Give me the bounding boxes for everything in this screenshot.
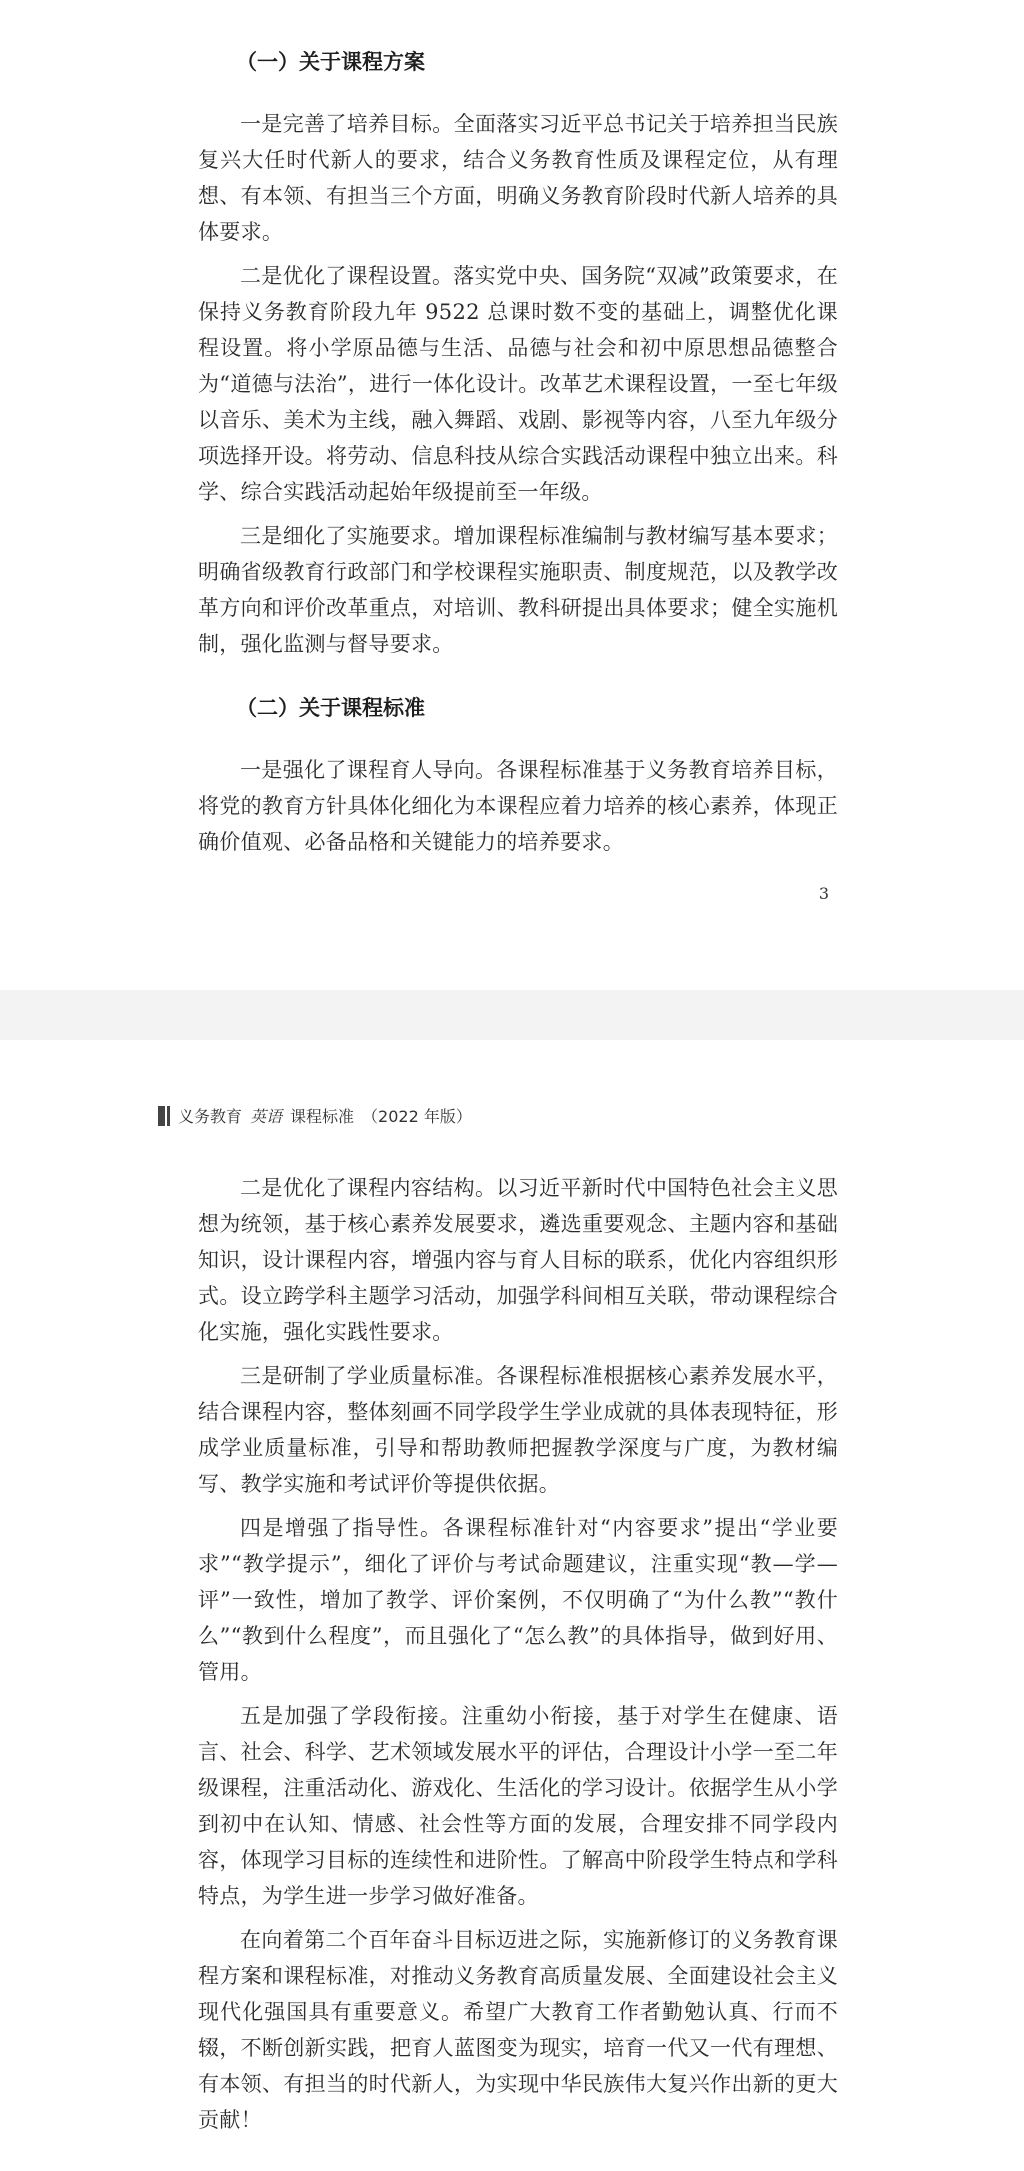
paragraph: 三是研制了学业质量标准。各课程标准根据核心素养发展水平，结合课程内容，整体刻画不同学段学生学业成就的具体表现特征，形成学业质量标准，引导和帮助教师把握教学深度与广度，为教材编写、教学实施和考试评价等提供依据。 [198, 1364, 838, 1496]
section-heading-curriculum-plan: （一）关于课程方案 [236, 50, 425, 74]
paragraph: 一是强化了课程育人导向。各课程标准基于义务教育培养目标，将党的教育方针具体化细化为本课程应着力培养的核心素养，体现正确价值观、必备品格和关键能力的培养要求。 [198, 758, 838, 854]
paragraph: 一是完善了培养目标。全面落实习近平总书记关于培养担当民族复兴大任时代新人的要求，结合义务教育性质及课程定位，从有理想、有本领、有担当三个方面，明确义务教育阶段时代新人培养的具体要求。 [198, 112, 838, 244]
document-page-2 [0, 1040, 1024, 2171]
page-number: 3 [818, 884, 829, 903]
document-page-1 [0, 0, 1024, 990]
page-1-content [198, 46, 838, 868]
header-title: 义务教育 [178, 1107, 243, 1126]
header-standard: 课程标准 [290, 1107, 355, 1126]
paragraph: 四是增强了指导性。各课程标准针对“内容要求”提出“学业要求”“教学提示”，细化了评价与考试命题建议，注重实现“教—学—评”一致性，增加了教学、评价案例，不仅明确了“为什么教”“教什么”“教到什么程度”，而且强化了“怎么教”的具体指导，做到好用、管用。 [198, 1516, 838, 1684]
header-bar-thin-icon [167, 1106, 170, 1126]
page-2-content [198, 1170, 838, 2146]
paragraph: 二是优化了课程设置。落实党中央、国务院“双减”政策要求，在保持义务教育阶段九年 9522 总课时数不变的基础上，调整优化课程设置。将小学原品德与生活、品德与社会和初中原思想品德整合为“道德与法治”，进行一体化设计。改革艺术课程设置，一至七年级以音乐、美术为主线，融入舞蹈、戏剧、影视等内容，八至九年级分项选择开设。将劳动、信息科技从综合实践活动课程中独立出来。科学、综合实践活动起始年级提前至一年级。 [198, 264, 838, 504]
header-subject: 英语 [250, 1107, 283, 1126]
paragraph: 在向着第二个百年奋斗目标迈进之际，实施新修订的义务教育课程方案和课程标准，对推动义务教育高质量发展、全面建设社会主义现代化强国具有重要意义。希望广大教育工作者勤勉认真、行而不辍，不断创新实践，把育人蓝图变为现实，培育一代又一代有理想、有本领、有担当的时代新人，为实现中华民族伟大复兴作出新的更大贡献！ [198, 1928, 838, 2132]
running-header [158, 1104, 472, 1127]
paragraph: 二是优化了课程内容结构。以习近平新时代中国特色社会主义思想为统领，基于核心素养发展要求，遴选重要观念、主题内容和基础知识，设计课程内容，增强内容与育人目标的联系，优化内容组织形式。设立跨学科主题学习活动，加强学科间相互关联，带动课程综合化实施，强化实践性要求。 [198, 1176, 838, 1344]
paragraph: 五是加强了学段衔接。注重幼小衔接，基于对学生在健康、语言、社会、科学、艺术领域发展水平的评估，合理设计小学一至二年级课程，注重活动化、游戏化、生活化的学习设计。依据学生从小学到初中在认知、情感、社会性等方面的发展，合理安排不同学段内容，体现学习目标的连续性和进阶性。了解高中阶段学生特点和学科特点，为学生进一步学习做好准备。 [198, 1704, 838, 1908]
header-edition: （2022 年版） [362, 1107, 472, 1126]
paragraph: 三是细化了实施要求。增加课程标准编制与教材编写基本要求；明确省级教育行政部门和学校课程实施职责、制度规范，以及教学改革方向和评价改革重点，对培训、教科研提出具体要求；健全实施机制，强化监测与督导要求。 [198, 524, 838, 656]
section-heading-curriculum-standards: （二）关于课程标准 [236, 696, 425, 720]
header-bar-icon [158, 1106, 165, 1126]
